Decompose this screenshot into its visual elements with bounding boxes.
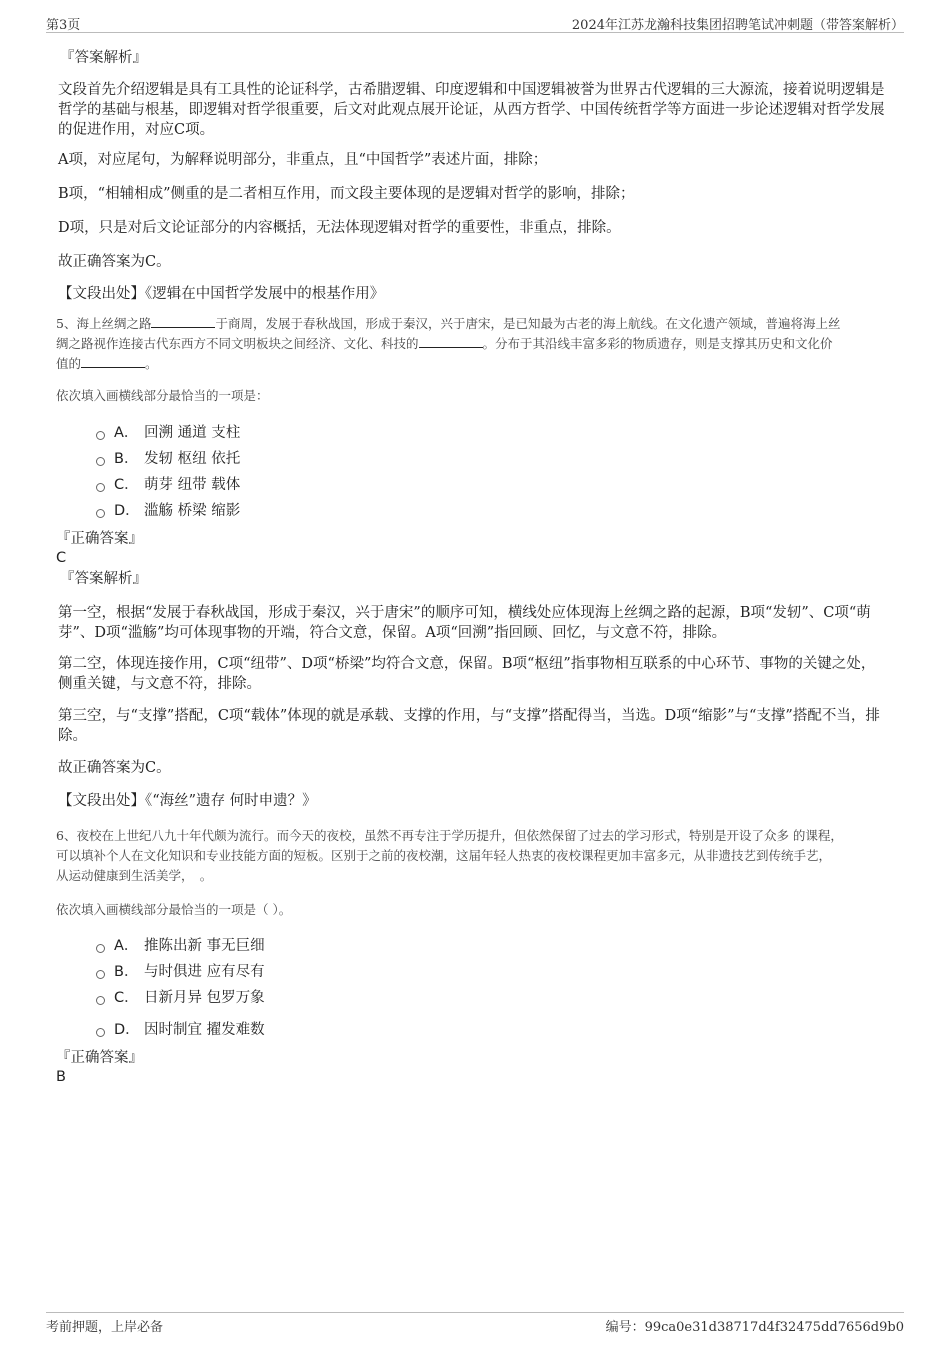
question-prompt: 依次填入画横线部分最恰当的一项是： [56, 388, 269, 403]
radio-icon[interactable] [96, 996, 105, 1005]
analysis-paragraph: 第二空，体现连接作用，C项“纽带”、D项“桥梁”均符合文意，保留。B项“枢纽”指事物相互联系的中心环节、事物的关键之处，侧重关键，与文意不符，排除。 [58, 656, 876, 692]
radio-icon[interactable] [96, 970, 105, 979]
analysis-paragraph: A项，对应尾句，为解释说明部分，非重点，且“中国哲学”表述片面，排除； [58, 152, 548, 168]
option-a[interactable]: A． 推陈出新 事无巨细 [96, 936, 265, 956]
option-b[interactable]: B． 发轫 枢纽 依托 [96, 449, 240, 469]
page-header [46, 14, 904, 33]
answer-label: 『正确答案』 [56, 531, 143, 547]
conclusion: 故正确答案为C。 [58, 760, 171, 776]
option-b[interactable]: B． 与时俱进 应有尽有 [96, 962, 265, 982]
conclusion: 故正确答案为C。 [58, 254, 171, 270]
fill-blank [81, 355, 145, 368]
radio-icon[interactable] [96, 457, 105, 466]
fill-blank [151, 315, 215, 328]
correct-answer: B [56, 1069, 66, 1085]
analysis-paragraph: 第三空，与“支撑”搭配，C项“载体”体现的就是承载、支撑的作用，与“支撑”搭配得当，当选。D项“缩影”与“支撑”搭配不当，排除。 [58, 708, 880, 744]
option-d[interactable]: D． 因时制宜 擢发难数 [96, 1020, 265, 1040]
option-a[interactable]: A． 回溯 通道 支柱 [96, 423, 240, 443]
question-5-stem: 5、海上丝绸之路 于商周，发展于春秋战国，形成于秦汉，兴于唐宋，是已知最为古老的海上航线。在文化遗产领域，普遍将海上丝 绸之路视作连接古代东西方不同文明板块之间经济、文化、科技的 。分布于其沿线丰富多彩的物质遗存，则是支撑其历史和文化价 值的 。 [56, 316, 841, 371]
option-c[interactable]: C． 萌芽 纽带 载体 [96, 475, 240, 495]
document-id: 编号：99ca0e31d38717d4f32475dd7656d9b0 [605, 1320, 904, 1335]
analysis-paragraph: D项，只是对后文论证部分的内容概括，无法体现逻辑对哲学的重要性，非重点，排除。 [58, 220, 621, 236]
page-footer [46, 1312, 904, 1333]
radio-icon[interactable] [96, 1028, 105, 1037]
analysis-label: 『答案解析』 [60, 50, 147, 66]
analysis-label: 『答案解析』 [60, 571, 147, 587]
analysis-paragraph: 文段首先介绍逻辑是具有工具性的论证科学，古希腊逻辑、印度逻辑和中国逻辑被誉为世界古代逻辑的三大源流，接着说明逻辑是哲学的基础与根基，即逻辑对哲学很重要，后文对此观点展开论证，从西方哲学、中国传统哲学等方面进一步论述逻辑对哲学发展的促进作用，对应C项。 [58, 82, 885, 138]
document-title: 2024年江苏龙瀚科技集团招聘笔试冲刺题（带答案解析） [571, 18, 904, 33]
source-citation: 【文段出处】《“海丝”遗存 何时申遗？》 [58, 793, 317, 809]
page-number: 第3页 [46, 18, 81, 33]
question-6-stem: 6、夜校在上世纪八九十年代颇为流行。而今天的夜校，虽然不再专注于学历提升，但依然保留了过去的学习形式，特别是开设了众多 的课程， 可以填补个人在文化知识和专业技能方面的短板。区别于之前的夜校潮，这届年轻人热衷的夜校课程更加丰富多元，从非遗技艺到传统手艺， 从运动健康到生活美学， 。 [56, 828, 843, 883]
answer-label: 『正确答案』 [56, 1050, 143, 1066]
footer-slogan: 考前押题，上岸必备 [46, 1320, 164, 1335]
question-prompt: 依次填入画横线部分最恰当的一项是（ ）。 [56, 902, 292, 917]
correct-answer: C [56, 550, 67, 566]
analysis-paragraph: 第一空，根据“发展于春秋战国，形成于秦汉，兴于唐宋”的顺序可知，横线处应体现海上丝绸之路的起源，B项“发轫”、C项“萌芽”、D项“滥觞”均可体现事物的开端，符合文意，保留。A项“回溯”指回顾、回忆，与文意不符，排除。 [58, 605, 871, 641]
radio-icon[interactable] [96, 483, 105, 492]
fill-blank [419, 335, 483, 348]
analysis-paragraph: B项，“相辅相成”侧重的是二者相互作用，而文段主要体现的是逻辑对哲学的影响，排除； [58, 186, 635, 202]
option-c[interactable]: C． 日新月异 包罗万象 [96, 988, 265, 1008]
radio-icon[interactable] [96, 509, 105, 518]
source-citation: 【文段出处】《逻辑在中国哲学发展中的根基作用》 [58, 286, 385, 302]
radio-icon[interactable] [96, 944, 105, 953]
option-d[interactable]: D． 滥觞 桥梁 缩影 [96, 501, 240, 521]
radio-icon[interactable] [96, 431, 105, 440]
